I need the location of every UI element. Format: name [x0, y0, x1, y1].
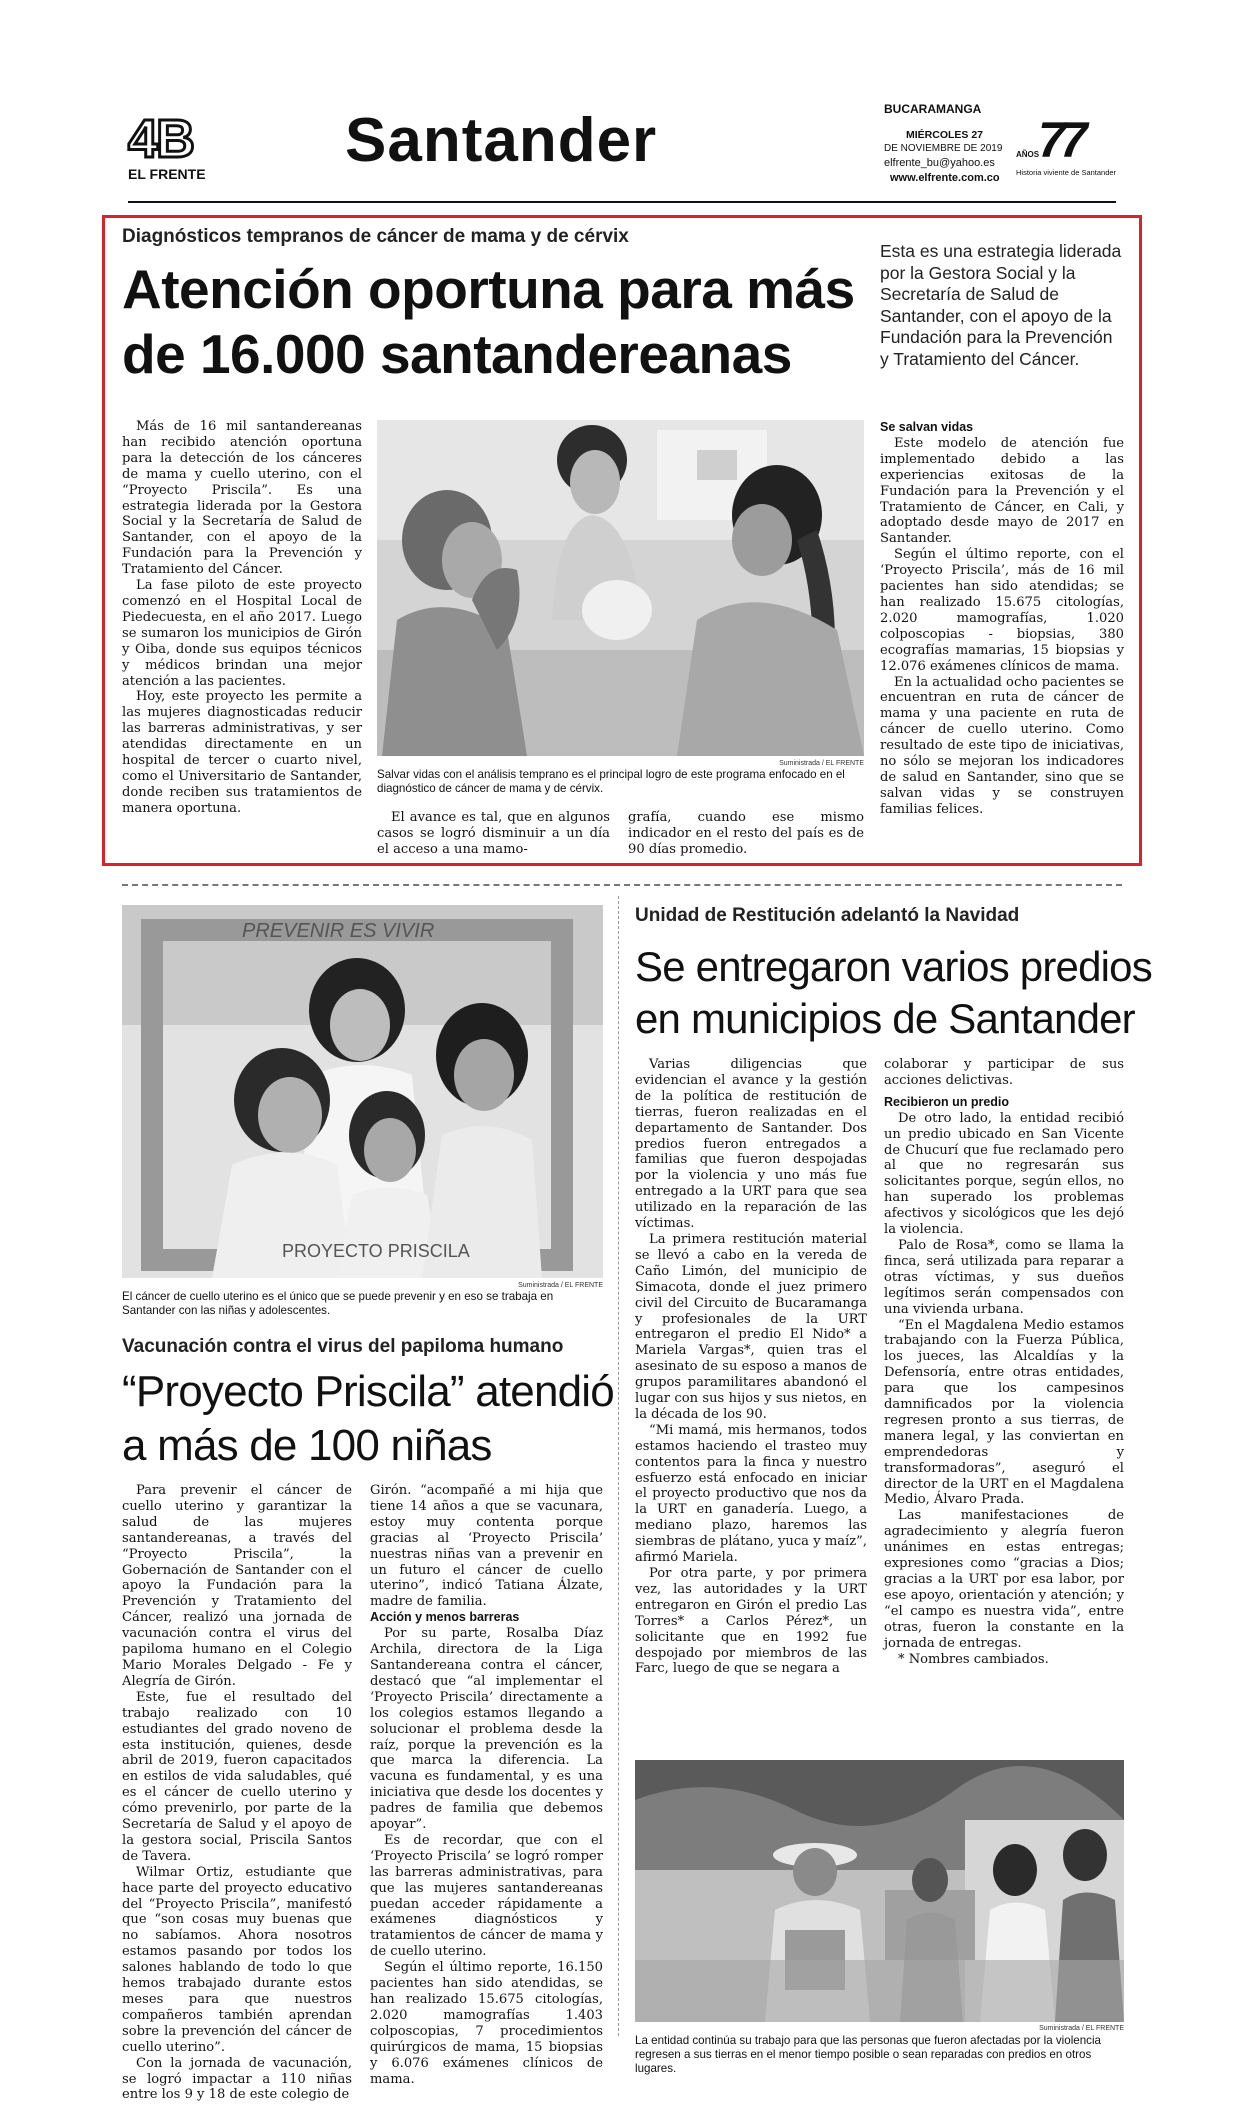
article3-subhead: Recibieron un predio	[884, 1094, 1010, 1109]
article3-column-2	[884, 1057, 1124, 1667]
paragraph: El avance es tal, que en algunos casos se logró disminuir a un día el acceso a una mamo-	[377, 810, 610, 857]
article3-column-1	[635, 1057, 867, 1677]
article1-deck: Esta es una estrategia liderada por la Gestora Social y la Secretaría de Salud de Santander, con el apoyo de la Fundación para la Prevención y Tratamiento del Cáncer.	[880, 241, 1122, 369]
article3-photo-credit: Suministrada / EL FRENTE	[1039, 2025, 1124, 2032]
section-divider	[122, 884, 1122, 886]
article2-column-1	[122, 1483, 352, 2103]
masthead-rule	[128, 201, 1116, 203]
city-label: BUCARAMANGA	[884, 102, 982, 116]
anniversary-word: AÑOS	[1016, 150, 1040, 159]
paragraph: Este modelo de atención fue implementado debido a las experiencias exitosas de la Fundación para la Prevención y el Tratamiento de Cáncer, en Cali, y adoptado desde mayo de 2017 en Santander.	[880, 435, 1124, 547]
article2-photo-caption: El cáncer de cuello uterino es el único que se puede prevenir y en eso se trabaja en Santander con las niñas y adolescentes.	[122, 1290, 554, 1317]
anniversary-tagline: Historia viviente de Santander	[1016, 168, 1117, 177]
article3-headline-line2: en municipios de Santander	[635, 995, 1135, 1042]
article1-headline-line2: de 16.000 santandereanas	[122, 323, 792, 385]
paragraph: “Mi mamá, mis hermanos, todos estamos haciendo el trasteo muy contentos para la finca y nuestro esfuerzo está enfocado en iniciar el proyecto productivo que nos da la URT en ganadería. Luego, a mediano plazo, haremos las siembras de plátano, yuca y maíz”, afirmó Mariela.	[635, 1422, 867, 1566]
article2-photo	[122, 905, 603, 1278]
paragraph: De otro lado, la entidad recibió un predio ubicado en San Vicente de Chucurí que fue reclamado pero al que no regresarán sus solicitantes porque, según ellos, no han superado los problemas afectivos y sicológicos que les dejó la violencia.	[884, 1110, 1124, 1238]
paragraph: Este, fue el resultado del trabajo realizado con 10 estudiantes del grado noveno de esta institución, quienes, desde abril de 2019, fueron capacitados en estilos de vida saludables, qué es el cáncer de cuello uterino y cómo prevenirlo, por parte de la Secretaría de Salud y el apoyo de la gestora social, Priscila Santos de Tavera.	[122, 1689, 352, 1864]
article1-photo	[377, 420, 864, 756]
paragraph: Las manifestaciones de agradecimiento y alegría fueron unánimes en estas entregas; expresiones como “gracias a Dios; gracias a la URT por esa labor, por ese apoyo, orientación y atención; y “el campo es nuestra vida”, entre otras, fueron la constante en la jornada de entregas.	[884, 1508, 1124, 1651]
article1-column-2	[377, 810, 610, 858]
paragraph: Más de 16 mil santandereanas han recibido atención oportuna para la detección de los cánceres de mama y cuello uterino, con el “Proyecto Priscila”. Es una estrategia liderada por la Gestora Social y la Secretaría de Salud de Santander, con el apoyo de la Fundación para la Prevención y Tratamiento del Cáncer.	[122, 419, 362, 578]
paragraph: Con la jornada de vacunación, se logró impactar a 110 niñas entre los 9 y 18 de este colegio de	[122, 2055, 352, 2103]
article3-photo	[635, 1760, 1124, 2022]
paragraph: Hoy, este proyecto les permite a las mujeres diagnosticadas reducir las barreras administrativas, y ser atendidas directamente en un hospital de tercer o cuarto nivel, como el Universitario de Santander, donde reciben sus tratamientos de manera oportuna.	[122, 689, 362, 816]
article1-column-3	[628, 810, 864, 858]
article2-headline-line1: “Proyecto Priscila” atendió	[122, 1367, 614, 1416]
article2-column-2	[370, 1483, 603, 2087]
paragraph: Según el último reporte, con el ‘Proyecto Priscila’, más de 16 mil pacientes han sido atendidas; se han realizado 15.675 citologías, 2.020 mamografías, 1.020 colposcopias - biopsias, 380 ecografías mamarias, 15 biopsias y 12.076 exámenes clínicos de mama.	[880, 547, 1124, 674]
paragraph: Para prevenir el cáncer de cuello uterino y garantizar la salud de las mujeres santandereanas, a través del “Proyecto Priscila”, la Gobernación de Santander con el apoyo la Fundación para la Prevención y Tratamiento del Cáncer, realizó una jornada de vacunación contra el virus del papiloma humano en el Colegio Mario Morales Delgado - Fe y Alegría de Girón.	[122, 1483, 352, 1689]
email-text: elfrente_bu@yahoo.es	[884, 157, 995, 169]
article3-kicker: Unidad de Restitución adelantó la Navidad	[635, 905, 1020, 926]
paper-name: EL FRENTE	[128, 166, 206, 182]
paragraph: “En el Magdalena Medio estamos trabajando con la Fuerza Pública, los jueces, las Alcaldías y la Defensoría, entre otras entidades, para que los campesinos damnificados por la violencia regresen pronto a sus tierras, de manera legal, y las conviertan en emprendedoras y transformadoras”, aseguró el director de la URT en el Magdalena Medio, Álvaro Prada.	[884, 1317, 1124, 1508]
paragraph: La fase piloto de este proyecto comenzó en el Hospital Local de Piedecuesta, en el año 2017. Luego se sumaron los municipios de Girón y Oiba, donde sus equipos técnicos y médicos brindan una mejor atención a las pacientes.	[122, 578, 362, 689]
date-line-2: DE NOVIEMBRE DE 2019	[884, 143, 1003, 154]
article3-photo-caption: La entidad continúa su trabajo para que las personas que fueron afectadas por la violencia regresen a sus tierras en el menor tiempo posible o sean reparadas con predios en otros lugares.	[635, 2034, 1102, 2075]
masthead	[0, 0, 1240, 210]
paragraph: Girón. “acompañé a mi hija que tiene 14 años a que se vacunara, estoy muy contenta porque gracias al ‘Proyecto Priscila’ nuestras niñas van a prevenir en un futuro el cáncer de cuello uterino”, indicó Tatiana Álzate, madre de familia.	[370, 1483, 603, 1610]
anniversary-logo	[1016, 112, 1146, 180]
website-text: www.elfrente.com.co	[890, 172, 1000, 184]
article1-photo-credit: Suministrada / EL FRENTE	[779, 760, 864, 767]
article1-column-1	[122, 419, 362, 817]
article2-headline-line2: a más de 100 niñas	[122, 1421, 492, 1470]
article1-subhead: Se salvan vidas	[880, 420, 974, 434]
paragraph: Wilmar Ortiz, estudiante que hace parte del proyecto educativo del “Proyecto Priscila”, manifestó que “son cosas muy buenas que no sabíamos. Ahora nosotros estamos pasando por todos los salones hablando de todo lo que hemos trabajado durante estos meses para que nuestros compañeros también aprendan sobre la prevención del cáncer de cuello uterino”.	[122, 1864, 352, 2055]
paragraph: Por otra parte, y por primera vez, las autoridades y la URT entregaron en Girón el predio Las Torres* a Carlos Pérez*, un solicitante que en 1992 fue despojado por miembros de las Farc, luego de que se negara a	[635, 1566, 867, 1677]
article1-headline-line1: Atención oportuna para más	[122, 258, 855, 320]
photo-frame-bottom-text: PROYECTO PRISCILA	[282, 1241, 470, 1261]
article1-kicker: Diagnósticos tempranos de cáncer de mama y de cérvix	[122, 226, 629, 247]
paragraph: Por su parte, Rosalba Díaz Archila, directora de la Liga Santandereana contra el cáncer, destacó que “al implementar el ‘Proyecto Priscila’ directamente a los colegios estamos llegando a solucionar el problema desde la raíz, porque la prevención es la que marca la diferencia. La vacuna es fundamental, y es una iniciativa que desde los docentes y padres de familia que debemos apoyar”.	[370, 1626, 603, 1833]
paragraph: Palo de Rosa*, como se llama la finca, será utilizada para reparar a otras víctimas, y sus dueños legítimos serán compensados con una vivienda urbana.	[884, 1237, 1124, 1317]
article1-photo-caption: Salvar vidas con el análisis temprano es el principal logro de este programa enfocado en el diagnóstico de cáncer de mama y de cérvix.	[377, 768, 845, 795]
paragraph: En la actualidad ocho pacientes se encuentran en ruta de cáncer de mama y una paciente en ruta de cáncer de cuello uterino. Como resultado de este tipo de iniciativas, no sólo se mejoran los indicadores de salud en Santander, sino que se salvan vidas y se construyen familias felices.	[880, 674, 1125, 817]
section-title: Santander	[345, 106, 658, 175]
article2-kicker: Vacunación contra el virus del papiloma humano	[122, 1336, 564, 1357]
anniversary-number: 77	[1038, 112, 1082, 168]
article2-photo-credit: Suministrada / EL FRENTE	[518, 1282, 603, 1289]
article3-headline-line1: Se entregaron varios predios	[635, 943, 1152, 990]
article1-column-4	[880, 420, 1124, 818]
date-line-1: MIÉRCOLES 27	[906, 129, 984, 141]
photo-frame-top-text: PREVENIR ES VIVIR	[242, 920, 435, 942]
article2-subhead: Acción y menos barreras	[370, 1610, 520, 1625]
paragraph: colaborar y participar de sus acciones delictivas.	[884, 1057, 1124, 1088]
paragraph: La primera restitución material se llevó a cabo en la vereda de Caño Limón, del municipio de Simacota, donde el juez primero civil del Circuito de Bucaramanga y profesionales de la URT entregaron el predio El Nido* a Mariela Vargas*, quien tras el asesinato de su esposo a manos de grupos paramilitares abandonó el lugar con sus hijos y sus nietos, en la década de los 90.	[635, 1231, 867, 1422]
column-divider	[618, 896, 619, 2036]
page-code: 4B	[128, 109, 194, 169]
paragraph: Según el último reporte, 16.150 pacientes han sido atendidas, se han realizado 15.675 citologías, 2.020 mamografías 1.403 colposcopias, 7 procedimientos quirúrgicos de mama, 15 biopsias y 6.076 exámenes clínicos de mama.	[370, 1960, 603, 2087]
paragraph: Es de recordar, que con el ‘Proyecto Priscila’ se logró romper las barreras administrativas, para que las mujeres santandereanas puedan acceder rápidamente a exámenes diagnósticos y tratamientos de cáncer de mama y de cuello uterino.	[370, 1832, 603, 1960]
paragraph: * Nombres cambiados.	[898, 1651, 1049, 1667]
paragraph: grafía, cuando ese mismo indicador en el resto del país es de 90 días promedio.	[628, 810, 864, 857]
paragraph: Varias diligencias que evidencian el avance y la gestión de la política de restitución de tierras, fueron realizadas en el departamento de Santander. Dos predios fueron entregados a familias que fueron despojadas por la violencia y uno más fue entregado a la URT para que sea utilizado en la reparación de las víctimas.	[635, 1057, 867, 1232]
